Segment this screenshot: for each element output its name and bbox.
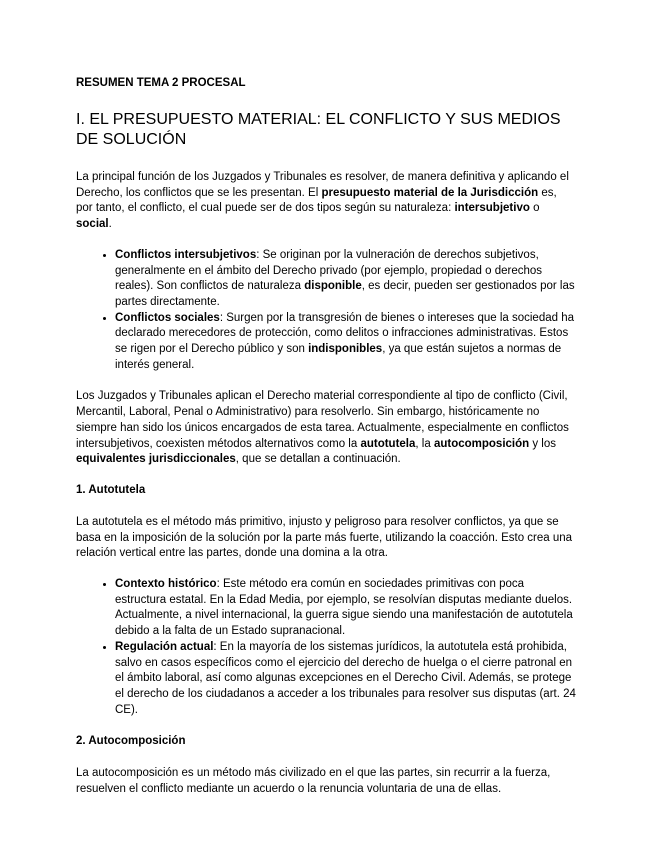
courts-paragraph bbox=[76, 389, 576, 468]
section-heading: I. EL PRESUPUESTO MATERIAL: EL CONFLICTO Y SUS MEDIOS DE SOLUCIÓN bbox=[76, 111, 561, 148]
autocomposicion-paragraph: La autocomposición es un método más civilizado en el que las partes, sin recurrir a la fuerza, resuelven el conflicto mediante un acuerdo o la renuncia voluntaria de una de ellas. bbox=[76, 767, 551, 796]
intro-text-1: La principal función de los Juzgados y Tribunales es resolver, de manera definitiva y aplicando el Derecho, los conflictos que se les presentan. El bbox=[76, 171, 569, 199]
list-item-text: , ya que están sujetos a normas de interés general. bbox=[115, 343, 562, 371]
courts-text-3: y los bbox=[529, 437, 556, 450]
list-item-regulacion-actual bbox=[115, 640, 576, 719]
list-item-contexto-historico bbox=[115, 577, 576, 640]
courts-text-4: , que se detallan a continuación. bbox=[235, 453, 401, 466]
intro-bold-3: social bbox=[76, 218, 109, 231]
autotutela-list bbox=[76, 577, 576, 718]
conflict-types-list bbox=[76, 248, 576, 374]
list-item-term: Conflictos intersubjetivos bbox=[115, 248, 257, 261]
intro-paragraph bbox=[76, 170, 576, 233]
courts-text-2: , la bbox=[415, 437, 434, 450]
courts-bold-1: autotutela bbox=[360, 437, 416, 450]
list-item-text: : Este método era común en sociedades primitivas con poca estructura estatal. En la Edad Media, por ejemplo, se resolvían disputas mediante duelos. Actualmente, a nivel internacional, la guerra sigue siendo una manifestación de autotutela debido a la falta de un Estado supranacional. bbox=[115, 578, 573, 638]
courts-bold-2: autocomposición bbox=[433, 437, 530, 450]
list-item-term: Conflictos sociales bbox=[115, 311, 220, 324]
intro-text-4: . bbox=[108, 218, 112, 231]
document-page bbox=[76, 76, 576, 813]
courts-text-1: Los Juzgados y Tribunales aplican el Derecho material correspondiente al tipo de conflicto (Civil, Mercantil, Laboral, Penal o Administrativo) para resolverlo. Sin embargo, históricamente no siempre han sido los únicos encargados de esta tarea. Actualmente, especialmente en conflictos intersubjetivos, coexisten métodos alternativos como la bbox=[76, 390, 569, 450]
intro-bold-1: presupuesto material de la Jurisdicción bbox=[321, 186, 539, 199]
list-item-text: , es decir, pueden ser gestionados por las partes directamente. bbox=[115, 280, 575, 308]
list-item-term: Regulación actual bbox=[115, 640, 214, 653]
list-item-conflictos-sociales bbox=[115, 311, 576, 374]
list-item-term: Contexto histórico bbox=[115, 578, 217, 591]
list-item-text: : En la mayoría de los sistemas jurídicos, la autotutela está prohibida, salvo en casos específicos como el ejercicio del derecho de huelga o el cierre patronal en el ámbito laboral, así como algunas excepciones en el Derecho Civil. Además, se protege el derecho de los ciudadanos a acceder a los tribunales para resolver sus disputas (art. 24 CE). bbox=[115, 640, 576, 716]
list-item-bold: indisponibles bbox=[308, 343, 383, 356]
autotutela-paragraph: La autotutela es el método más primitivo, injusto y peligroso para resolver conflictos, ya que se basa en la imposición de la solución por la parte más fuerte, utilizando la coacción. Esto crea una relación vertical entre las partes, donde una domina a la otra. bbox=[76, 515, 573, 560]
autotutela-heading: 1. Autotutela bbox=[76, 483, 146, 496]
document-title: RESUMEN TEMA 2 PROCESAL bbox=[76, 77, 246, 89]
courts-bold-3: equivalentes jurisdiccionales bbox=[76, 453, 236, 466]
intro-text-3: o bbox=[529, 202, 540, 215]
list-item-text: : Surgen por la transgresión de bienes o intereses que la sociedad ha declarado merecedores de protección, como delitos o infracciones administrativas. Estos se rigen por el Derecho público y son bbox=[115, 311, 574, 356]
list-item-text: : Se originan por la vulneración de derechos subjetivos, generalmente en el ámbito del Derecho privado (por ejemplo, propiedad o derechos reales). Son conflictos de naturaleza bbox=[115, 248, 543, 293]
list-item-conflictos-intersubjetivos bbox=[115, 248, 576, 311]
list-item-bold: disponible bbox=[304, 280, 362, 293]
autocomposicion-heading: 2. Autocomposición bbox=[76, 735, 186, 748]
intro-bold-2: intersubjetivo bbox=[454, 202, 530, 215]
intro-text-2: es, por tanto, el conflicto, el cual puede ser de dos tipos según su naturaleza: bbox=[76, 186, 557, 215]
